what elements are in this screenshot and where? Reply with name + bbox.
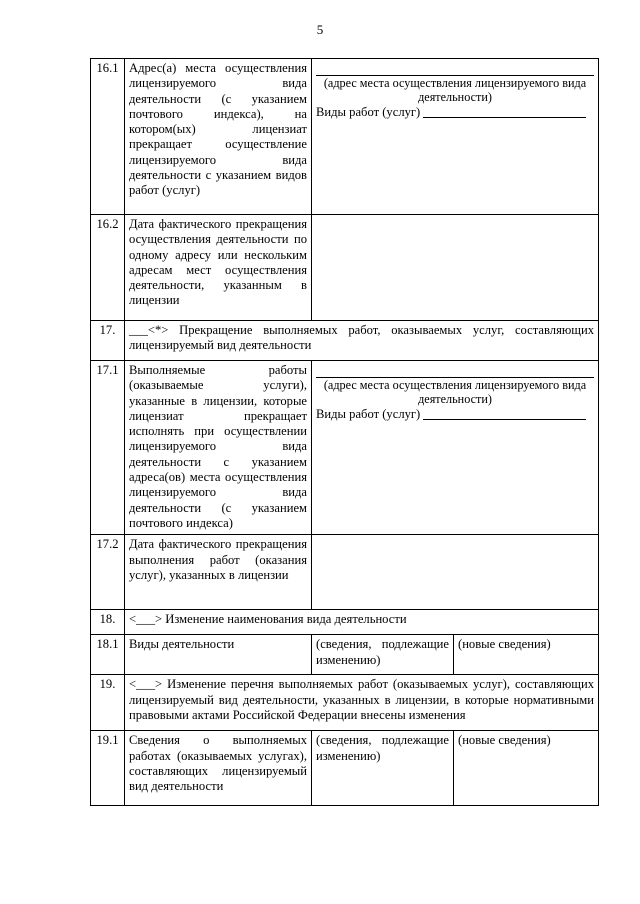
row-number: 16.1 xyxy=(91,59,125,215)
row-18-1 xyxy=(91,635,599,675)
row-number: 18.1 xyxy=(91,635,125,675)
row-description: Дата фактического прекращения осуществления деятельности по одному адресу или нескольким адресам мест осуществления деятельности, указанным в лицензии xyxy=(125,215,312,321)
section-heading: <___> Изменение наименования вида деятельности xyxy=(125,610,599,635)
page-number: 5 xyxy=(316,22,324,37)
section-heading: ___<*> Прекращение выполняемых работ, оказываемых услуг, составляющих лицензируемый вид деятельности xyxy=(125,321,599,361)
address-blank-line[interactable] xyxy=(316,62,594,76)
works-line[interactable] xyxy=(316,406,594,422)
row-description: Адрес(а) места осуществления лицензируемого вида деятельности (с указанием почтового индекса), на котором(ых) лицензиат прекращает осуществление лицензируемого вида деятельности с указанием видов работ (услуг) xyxy=(125,59,312,215)
row-description: Сведения о выполняемых работах (оказываемых услугах), составляющих лицензируемый вид деятельности xyxy=(125,731,312,806)
works-label: Виды работ (услуг) xyxy=(316,104,421,119)
row-16-2 xyxy=(91,215,599,321)
old-info-cell[interactable]: (сведения, подлежащие изменению) xyxy=(312,635,454,675)
row-number: 19.1 xyxy=(91,731,125,806)
old-info-cell[interactable]: (сведения, подлежащие изменению) xyxy=(312,731,454,806)
row-17-2 xyxy=(91,535,599,610)
row-18 xyxy=(91,610,599,635)
row-description: Виды деятельности xyxy=(125,635,312,675)
address-blank-line[interactable] xyxy=(316,364,594,378)
address-caption: (адрес места осуществления лицензируемого вида деятельности) xyxy=(323,76,587,104)
row-number: 18. xyxy=(91,610,125,635)
section-heading: <___> Изменение перечня выполняемых работ (оказываемых услуг), составляющих лицензируемый вид деятельности, указанных в лицензии, в которые нормативными правовыми актами Российской Федерации внесены изменения xyxy=(125,675,599,731)
row-16-1 xyxy=(91,59,599,215)
row-19-1 xyxy=(91,731,599,806)
works-line[interactable] xyxy=(316,104,594,120)
row-number: 19. xyxy=(91,675,125,731)
works-blank-line[interactable] xyxy=(423,406,586,420)
new-info-cell[interactable]: (новые сведения) xyxy=(454,731,599,806)
date-entry-cell[interactable] xyxy=(312,215,599,321)
row-number: 17.2 xyxy=(91,535,125,610)
row-17-1 xyxy=(91,361,599,535)
row-description: Дата фактического прекращения выполнения работ (оказания услуг), указанных в лицензии xyxy=(125,535,312,610)
new-info-cell[interactable]: (новые сведения) xyxy=(454,635,599,675)
address-entry-cell[interactable] xyxy=(312,59,599,215)
row-number: 17.1 xyxy=(91,361,125,535)
works-blank-line[interactable] xyxy=(423,104,586,118)
date-entry-cell[interactable] xyxy=(312,535,599,610)
row-number: 17. xyxy=(91,321,125,361)
works-label: Виды работ (услуг) xyxy=(316,406,421,421)
address-caption: (адрес места осуществления лицензируемого вида деятельности) xyxy=(323,378,587,406)
address-entry-cell[interactable] xyxy=(312,361,599,535)
notification-form-table xyxy=(90,58,599,806)
row-number: 16.2 xyxy=(91,215,125,321)
row-17 xyxy=(91,321,599,361)
row-description: Выполняемые работы (оказываемые услуги), указанные в лицензии, которые лицензиат прекращает исполнять при осуществлении лицензируемого вида деятельности с указанием адреса(ов) места осуществления лицензируемого вида деятельности (с указанием почтового индекса) xyxy=(125,361,312,535)
row-19 xyxy=(91,675,599,731)
